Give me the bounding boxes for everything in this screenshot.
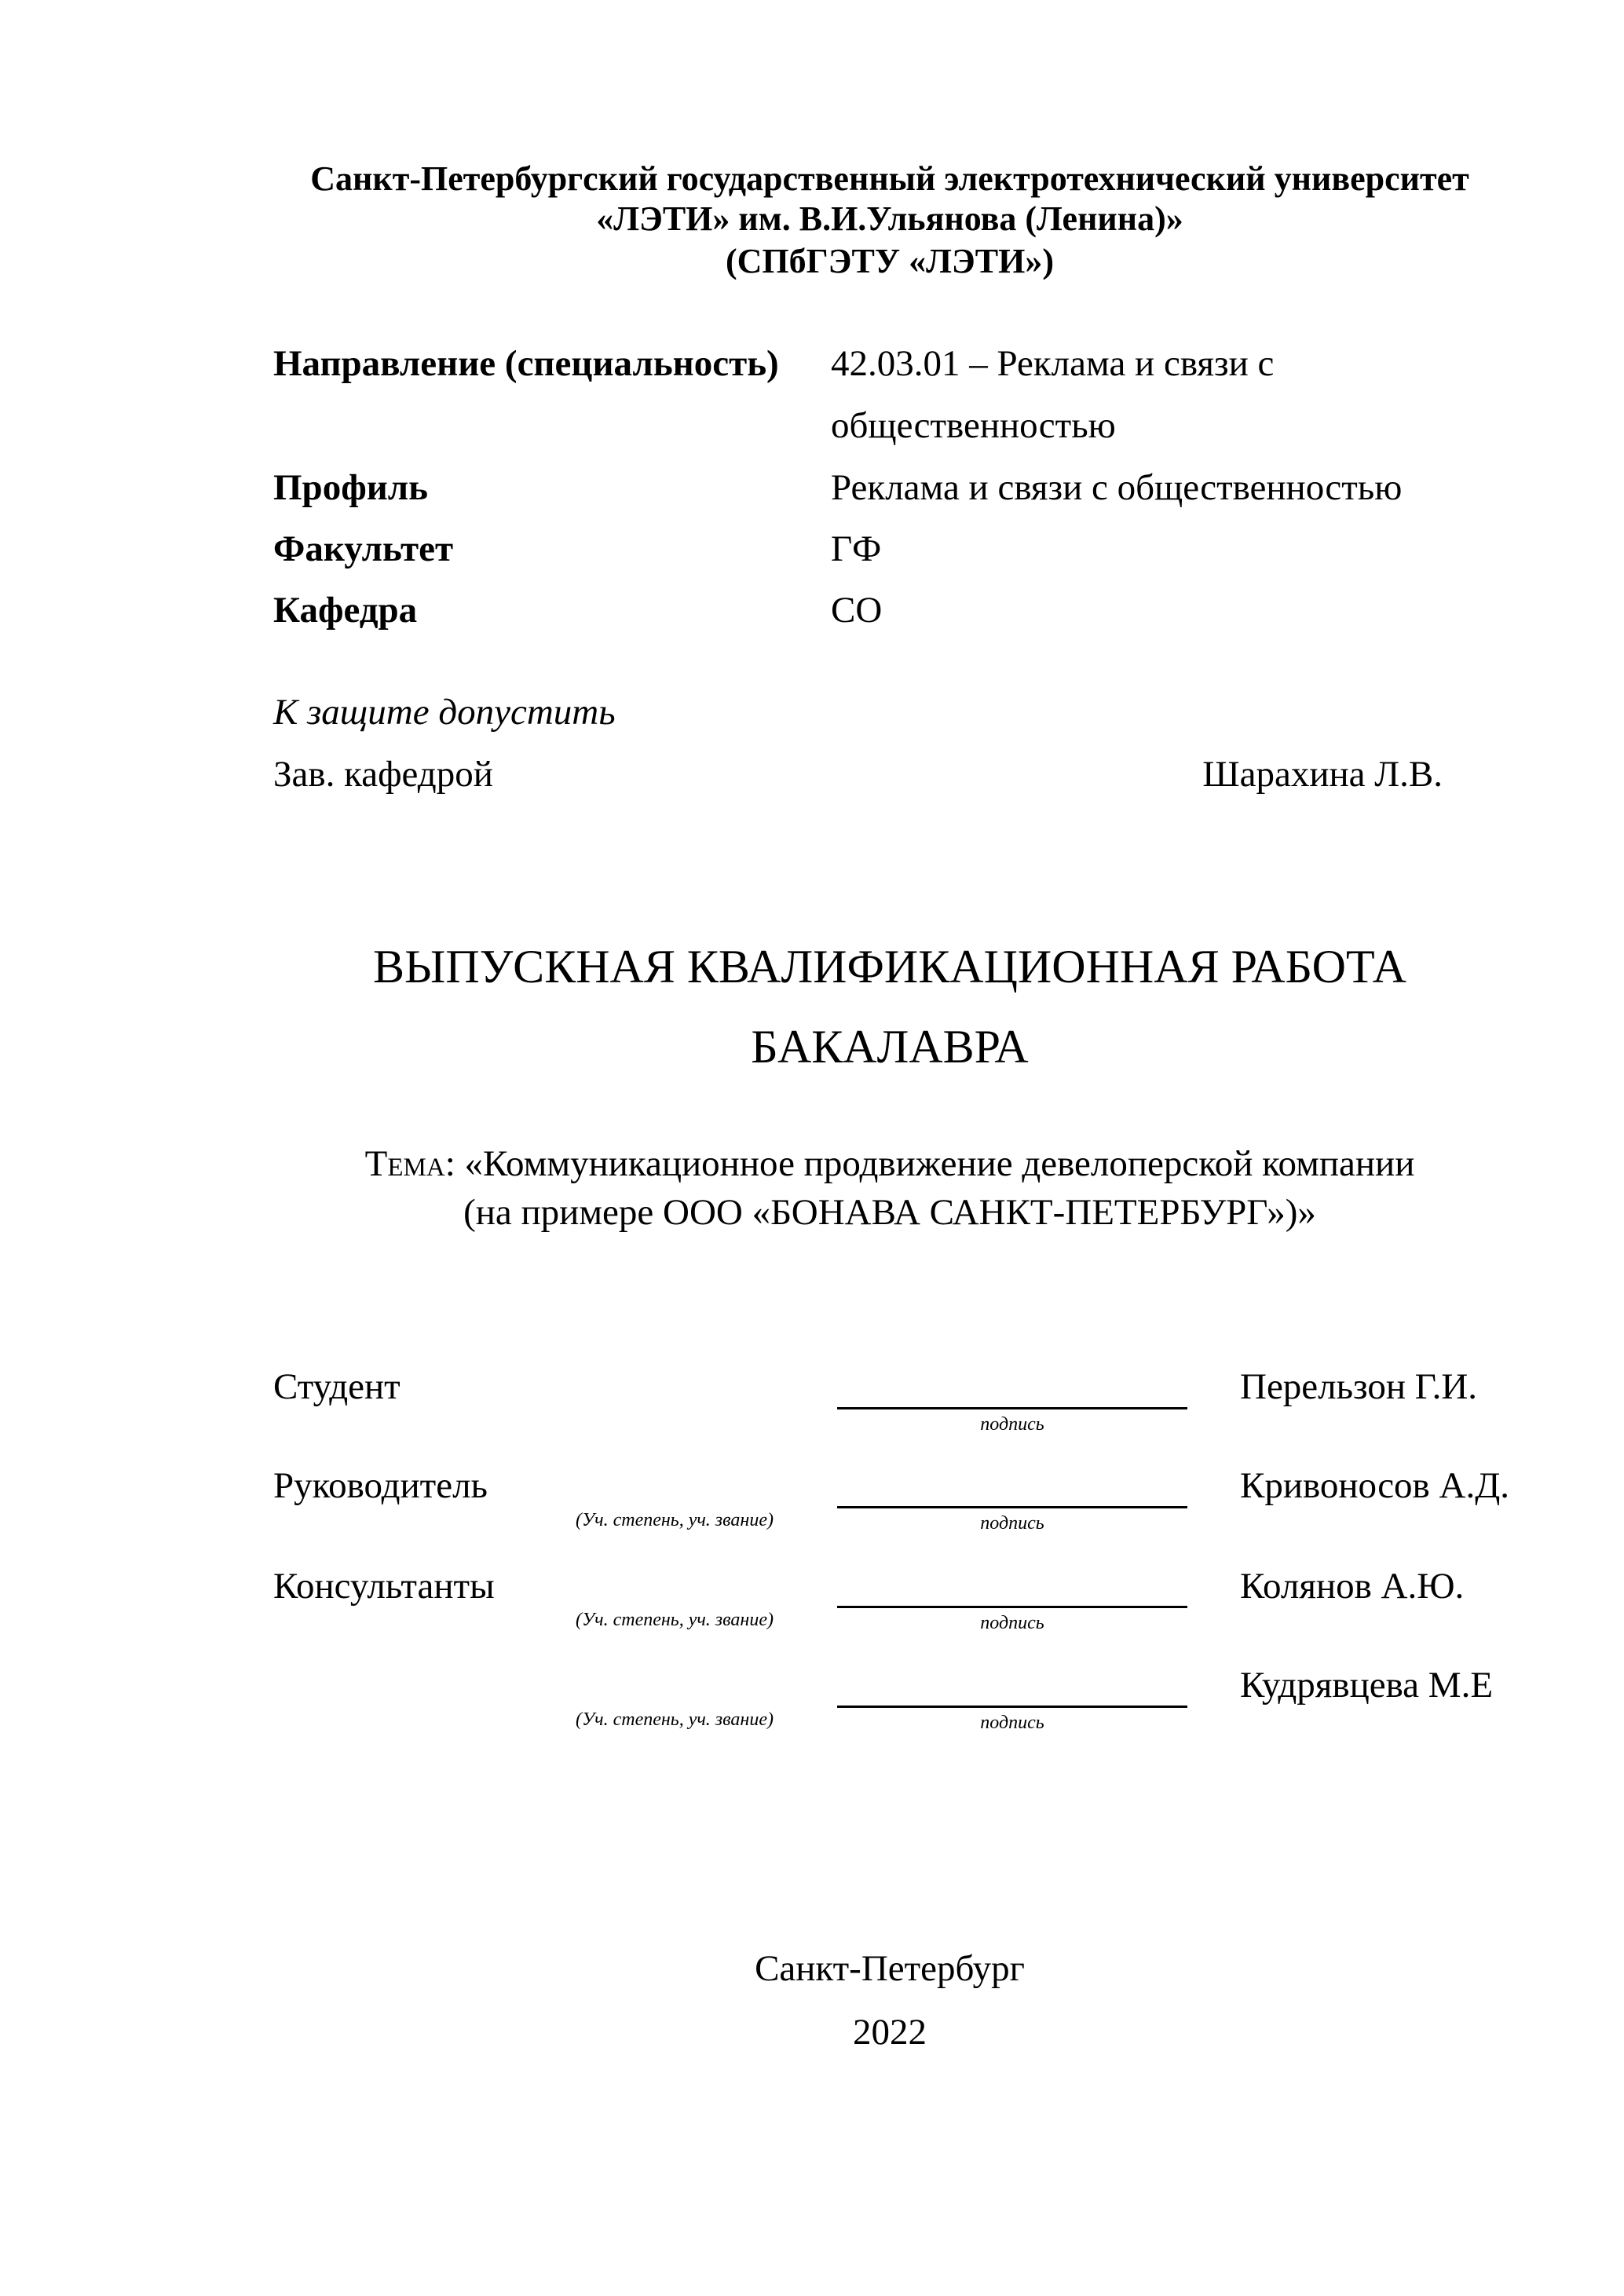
department-label: Кафедра — [273, 590, 418, 631]
signature-line — [837, 1407, 1187, 1409]
consultants-label: Консультанты — [273, 1566, 495, 1607]
signature-caption: подпись — [980, 1513, 1044, 1534]
consultant-name: Колянов А.Ю. — [1240, 1566, 1465, 1607]
student-label: Студент — [273, 1366, 401, 1407]
consultant-name: Кудрявцева М.Е — [1240, 1665, 1494, 1706]
department-value: СО — [831, 590, 883, 631]
topic-prefix: Тема — [364, 1143, 445, 1184]
title-line2: БАКАЛАВРА — [751, 1021, 1029, 1073]
topic-line1 — [273, 1143, 1506, 1184]
city: Санкт-Петербург — [755, 1948, 1025, 1989]
direction-value-cont: общественностью — [831, 405, 1116, 446]
degree-caption: (Уч. степень, уч. звание) — [576, 1510, 774, 1530]
profile-label: Профиль — [273, 467, 429, 508]
faculty-value: ГФ — [831, 528, 882, 569]
university-abbreviation: (СПбГЭТУ «ЛЭТИ») — [726, 242, 1054, 280]
faculty-label: Факультет — [273, 528, 454, 569]
title-line1: ВЫПУСКНАЯ КВАЛИФИКАЦИОННАЯ РАБОТА — [373, 941, 1406, 993]
signature-caption: подпись — [980, 1713, 1044, 1733]
signature-line — [837, 1606, 1187, 1608]
signature-line — [837, 1506, 1187, 1508]
topic-text: : «Коммуникационное продвижение девелоперской компании — [444, 1143, 1415, 1184]
head-of-department-name: Шарахина Л.В. — [1202, 754, 1443, 795]
topic-line2: (на примере ООО «БОНАВА САНКТ-ПЕТЕРБУРГ»)» — [463, 1192, 1316, 1233]
profile-value: Реклама и связи с общественностью — [831, 467, 1403, 508]
signature-caption: подпись — [980, 1414, 1044, 1435]
supervisor-name: Кривоносов А.Д. — [1240, 1465, 1509, 1506]
university-name: Санкт-Петербургский государственный электротехнический университет — [310, 159, 1469, 198]
degree-caption: (Уч. степень, уч. звание) — [576, 1610, 774, 1630]
head-of-department-label: Зав. кафедрой — [273, 754, 493, 795]
signature-caption: подпись — [980, 1613, 1044, 1633]
direction-value: 42.03.01 – Реклама и связи с — [831, 343, 1275, 384]
student-name: Перельзон Г.И. — [1240, 1366, 1478, 1407]
supervisor-label: Руководитель — [273, 1465, 488, 1506]
signature-line — [837, 1706, 1187, 1708]
university-name-line2: «ЛЭТИ» им. В.И.Ульянова (Ленина)» — [596, 199, 1183, 238]
approval-text: К защите допустить — [273, 692, 616, 733]
degree-caption: (Уч. степень, уч. звание) — [576, 1709, 774, 1730]
direction-label: Направление (специальность) — [273, 343, 779, 384]
year: 2022 — [853, 2012, 927, 2053]
